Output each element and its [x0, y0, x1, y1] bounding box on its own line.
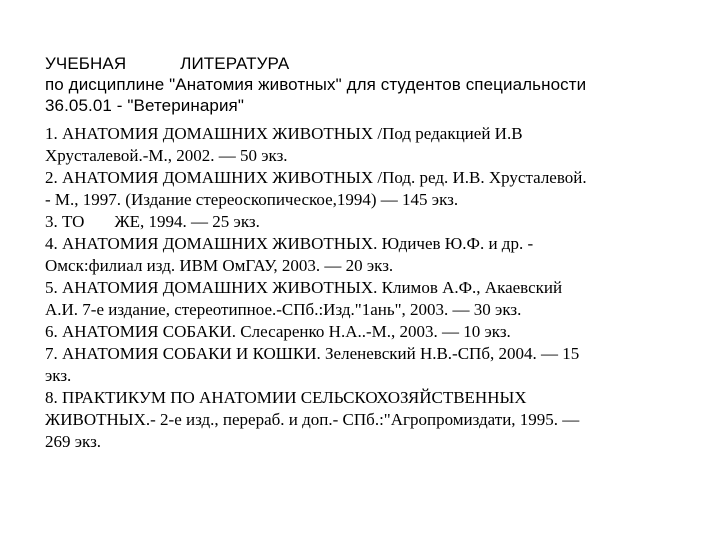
heading-word-1: УЧЕБНАЯ	[45, 54, 127, 73]
reference-3-number: 3. ТО	[45, 212, 85, 231]
heading-subtitle: по дисциплине "Анатомия животных" для студентов специальности	[45, 75, 587, 94]
heading-title	[45, 53, 695, 74]
reference-line: Омск:филиал изд. ИВМ ОмГАУ, 2003. — 20 экз.	[45, 256, 394, 275]
reference-line: 6. АНАТОМИЯ СОБАКИ. Слесаренко Н.А..-М., 2003. — 10 экз.	[45, 322, 511, 341]
reference-line: 8. ПРАКТИКУМ ПО АНАТОМИИ СЕЛЬСКОХОЗЯЙСТВЕННЫХ	[45, 388, 527, 407]
reference-line-3	[45, 211, 695, 233]
reference-3-text: ЖЕ, 1994. — 25 экз.	[114, 212, 260, 231]
reference-line: - М., 1997. (Издание стереоскопическое,1994) — 145 экз.	[45, 190, 459, 209]
reference-line: ЖИВОТНЫХ.- 2-е изд., перераб. и доп.- СПб.:"Агропромиздати, 1995. —	[45, 410, 580, 429]
reference-line: 1. АНАТОМИЯ ДОМАШНИХ ЖИВОТНЫХ /Под редакцией И.В	[45, 124, 523, 143]
heading-block	[45, 53, 695, 116]
reference-line: Хрусталевой.-М., 2002. — 50 экз.	[45, 146, 288, 165]
heading-word-2: ЛИТЕРАТУРА	[180, 54, 290, 73]
reference-line: 269 экз.	[45, 432, 102, 451]
reference-line: экз.	[45, 366, 72, 385]
reference-line: 5. АНАТОМИЯ ДОМАШНИХ ЖИВОТНЫХ. Климов А.Ф., Акаевский	[45, 278, 563, 297]
reference-line: 4. АНАТОМИЯ ДОМАШНИХ ЖИВОТНЫХ. Юдичев Ю.Ф. и др. -	[45, 234, 534, 253]
reference-line: 2. АНАТОМИЯ ДОМАШНИХ ЖИВОТНЫХ /Под. ред. И.В. Хрусталевой.	[45, 168, 587, 187]
reference-line: А.И. 7-е издание, стереотипное.-СПб.:Изд."1ань", 2003. — 30 экз.	[45, 300, 522, 319]
heading-specialty: 36.05.01 - "Ветеринария"	[45, 96, 244, 115]
reference-line: 7. АНАТОМИЯ СОБАКИ И КОШКИ. Зеленевский Н.В.-СПб, 2004. — 15	[45, 344, 580, 363]
reference-list	[45, 123, 695, 453]
